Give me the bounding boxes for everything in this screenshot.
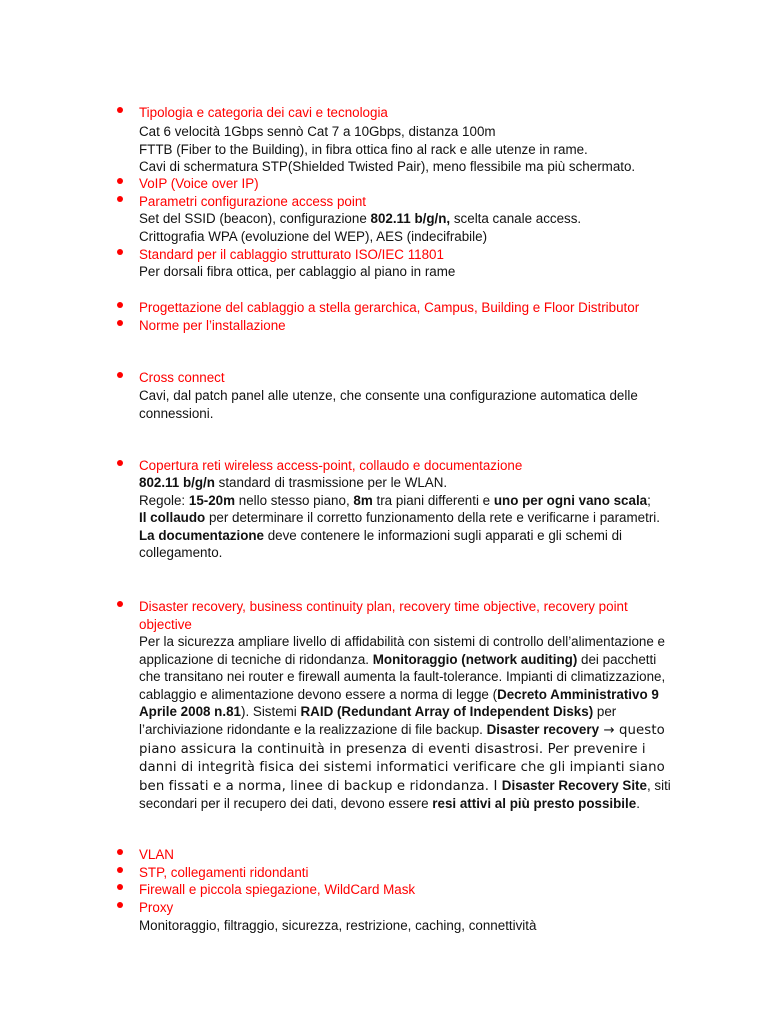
- item-heading: Tipologia e categoria dei cavi e tecnologia: [139, 105, 388, 120]
- item-heading: VoIP (Voice over IP): [139, 176, 259, 191]
- bullet: [117, 884, 123, 890]
- body-line: Set del SSID (beacon), configurazione 802.11 b/g/n, scelta canale access.: [139, 211, 582, 226]
- body-line: Monitoraggio, filtraggio, sicurezza, restrizione, caching, connettività: [139, 918, 537, 933]
- body-paragraph: Il collaudo per determinare il corretto funzionamento della rete e verificarne i parametri. La documentazione deve contenere le informazioni sugli apparati e gli schemi di collegamento.: [139, 510, 660, 561]
- bullet: [117, 867, 123, 873]
- bullet: [117, 178, 123, 184]
- item-heading: Copertura reti wireless access-point, collaudo e documentazione: [139, 458, 523, 473]
- item-heading: Disaster recovery, business continuity plan, recovery time objective, recovery point objective: [139, 599, 628, 632]
- bullet: [117, 302, 123, 308]
- bullet: [117, 249, 123, 255]
- item-body: [139, 387, 679, 422]
- body-paragraph: Per la sicurezza ampliare livello di affidabilità con sistemi di controllo dell’alimentazione e applicazione di tecniche di ridondanza. Monitoraggio (network auditing) dei pacchetti che transitano nei router e firewall aumenta la fault-tolerance. Impianti di climatizzazione, cablaggio e alimentazione devono essere a norma di legge (Decreto Amministrativo 9 Aprile 2008 n.81). Sistemi RAID (Redundant Array of Independent Disks) per l’archiviazione ridondante e la realizzazione di file backup. Disaster recovery → questo piano assicura la continuità in presenza di eventi disastrosi. Per prevenire i danni di integrità fisica dei sistemi informatici verificare che gli impianti siano ben fissati e a norma, linee di backup e ridondanza. I Disaster Recovery Site, siti secondari per il recupero dei dati, devono essere resi attivi al più presto possibile.: [139, 634, 671, 812]
- body-line: Per dorsali fibra ottica, per cablaggio al piano in rame: [139, 264, 456, 279]
- item-heading: VLAN: [139, 847, 174, 862]
- body-line: Cat 6 velocità 1Gbps sennò Cat 7 a 10Gbps, distanza 100m: [139, 124, 496, 139]
- item-heading: Cross connect: [139, 370, 225, 385]
- item-body: [139, 633, 674, 813]
- item-heading: Standard per il cablaggio strutturato ISO/IEC 11801: [139, 247, 444, 262]
- body-paragraph: Regole: 15-20m nello stesso piano, 8m tra piani differenti e uno per ogni vano scala;: [139, 492, 651, 508]
- bullet: [117, 460, 123, 466]
- body-line: Crittografia WPA (evoluzione del WEP), AES (indecifrabile): [139, 228, 488, 244]
- bullet: [117, 196, 123, 202]
- body-paragraph: 802.11 b/g/n standard di trasmissione per le WLAN.: [139, 475, 448, 490]
- item-heading: STP, collegamenti ridondanti: [139, 865, 309, 880]
- item-heading: Norme per l’installazione: [139, 318, 286, 333]
- bullet: [117, 902, 123, 908]
- item-body: [139, 917, 674, 935]
- item-body: [139, 263, 674, 281]
- body-line: FTTB (Fiber to the Building), in fibra ottica fino al rack e alle utenze in rame.: [139, 141, 588, 157]
- item-heading: Proxy: [139, 900, 174, 915]
- bullet: [117, 372, 123, 378]
- item-body: [139, 474, 674, 562]
- item-body: [139, 123, 674, 176]
- bullet: [117, 601, 123, 607]
- item-heading: Parametri configurazione access point: [139, 194, 367, 209]
- item-heading: Firewall e piccola spiegazione, WildCard Mask: [139, 882, 416, 897]
- bullet: [117, 107, 123, 113]
- body-paragraph: Cavi, dal patch panel alle utenze, che consente una configurazione automatica delle connessioni.: [139, 388, 638, 421]
- item-body: [139, 210, 674, 245]
- item-heading: Progettazione del cablaggio a stella gerarchica, Campus, Building e Floor Distributor: [139, 300, 640, 315]
- bullet: [117, 849, 123, 855]
- body-line: Cavi di schermatura STP(Shielded Twisted Pair), meno flessibile ma più schermato.: [139, 159, 636, 175]
- bullet: [117, 320, 123, 326]
